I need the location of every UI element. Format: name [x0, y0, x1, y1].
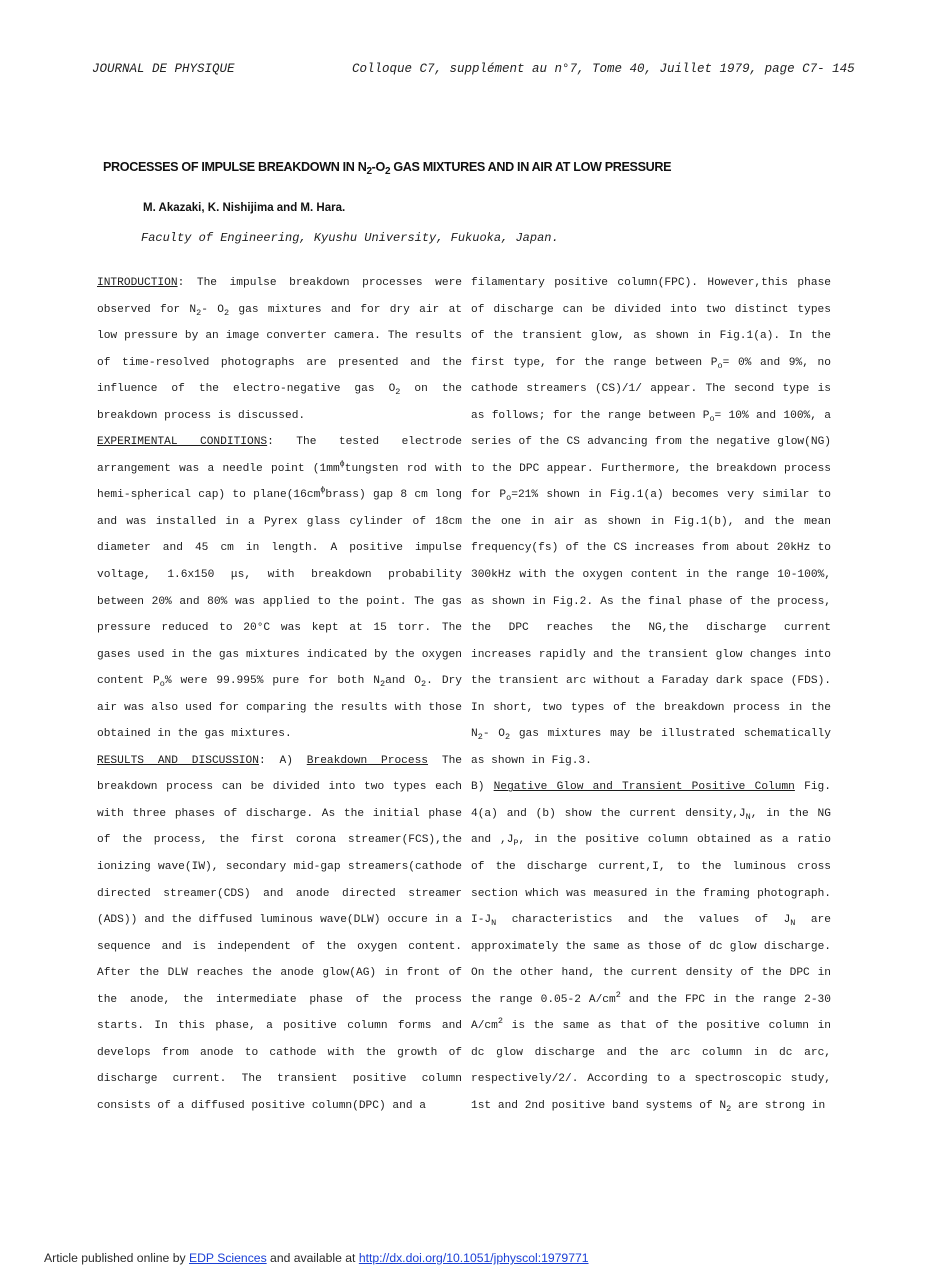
colloque-reference: Colloque C7, supplément au n°7, Tome 40, Juillet 1979, page C7- 145	[352, 62, 855, 76]
publisher-link[interactable]: EDP Sciences	[188, 1251, 267, 1265]
section-heading-results: RESULTS AND DISCUSSION	[97, 754, 259, 767]
journal-name: JOURNAL DE PHYSIQUE	[92, 62, 235, 76]
right-column	[471, 270, 831, 1120]
doi-link[interactable]: http://dx.doi.org/10.1051/jphyscol:1979771	[358, 1251, 589, 1265]
section-heading-experimental: EXPERIMENTAL CONDITIONS	[97, 436, 268, 449]
introduction-paragraph: INTRODUCTION: The impulse breakdown processes were observed for $N_2-$ $O_2$ gas mixtures and for dry air at low pressure by an image converter camera. The results of time-resolved photographs are presented and the influence of the electro-negative gas $O_2$ on the breakdown process is discussed.	[97, 277, 462, 422]
section-heading-introduction: INTRODUCTION	[97, 277, 178, 289]
experimental-paragraph: EXPERIMENTAL CONDITIONS: The tested electrode arrangement was a needle point ($1mm^\phi tungsten$ rod with hemi-spherical cap) to $plane(16cm^\phi brass)$ gap 8 cm long and was installed in a Pyrex glass cylinder of 18cm diameter and 45 cm in length. A positive impulse voltage, 1.6x150 μs, with breakdown probability between 20% and 80% was applied to the point. The gas pressure reduced to 20°C was kept at 15 torr. The gases used in the gas mixtures indicated by the oxygen content $P_o\%$ were 99.995% pure for both $N_2and$ $O_2$. Dry air was also used for comparing the results with those obtained in the gas mixtures.	[97, 436, 462, 741]
results-paragraph: RESULTS AND DISCUSSION: A) Breakdown Process The breakdown process can be divided into two types each with three phases of discharge. As the initial phase of the process, the first corona streamer(FCS),the ionizing wave(IW), secondary mid-gap streamers(cathode directed streamer(CDS) and anode directed streamer (ADS)) and the diffused luminous wave(DLW) occure in a sequence and is independent of the oxygen content. After the DLW reaches the anode glow(AG) in front of the anode, the intermediate phase of the process starts. In this phase, a positive column forms and develops from anode to cathode with the growth of discharge current. The transient positive column consists of a diffused positive column(DPC) and a	[97, 754, 463, 1112]
continuation-paragraph: filamentary positive column(FPC). However,this phase of discharge can be divided into two distinct types of the transient glow, as shown in Fig.1(a). In the first type, for the range between $P_o= 0\%$ and 9%, no cathode streamers (CS)/1/ appear. The second type is as follows; for the range between $P_o= 10\%$ and 100%, a series of the CS advancing from the negative glow(NG) to the DPC appear. Furthermore, the breakdown process for $P_o=21\%$ shown in Fig.1(a) becomes very similar to the one in air as shown in Fig.1(b), and the mean frequency(fs) of the CS increases from about 20kHz to 300kHz with the oxygen content in the range 10-100%, as shown in Fig.2. As the final phase of the process, the DPC reaches the NG,the discharge current increases rapidly and the transient glow changes into the transient arc without a Faraday dark space (FDS). In short, two types of the breakdown process in the $N_2-$ $O_2$ gas mixtures may be illustrated schematically as shown in Fig.3.	[471, 277, 831, 767]
negative-glow-paragraph: B) Negative Glow and Transient Positive Column Fig. 4(a) and (b) show the current $density,J_N$, in the NG and $,J_P$, in the positive column obtained as a ratio of the discharge current,I, to the luminous cross section which was measured in the framing photograph. $I-J_N$ characteristics and the values of $J_N$ are approximately the same as those of dc glow discharge. On the other hand, the current density of the DPC in the range 0.05-2 $A/cm^2$ and the FPC in the range 2-30 $A/cm^2$ is the same as that of the positive column in dc glow discharge and the arc column in dc arc, respectively/2/. According to a spectroscopic study, 1st and 2nd positive band systems of $N_2$ are strong in	[471, 781, 831, 1114]
left-column	[97, 270, 462, 1120]
affiliation: Faculty of Engineering, Kyushu University, Fukuoka, Japan.	[141, 231, 559, 245]
section-heading-negative-glow: Negative Glow and Transient Positive Column	[493, 781, 795, 794]
publication-footer: Article published online by EDP Sciences and available at http://dx.doi.org/10.1051/jphyscol:1979771	[44, 1251, 589, 1265]
paper-title: PROCESSES OF IMPULSE BREAKDOWN IN $N_2-O_2$ GAS MIXTURES AND IN AIR AT LOW PRESSURE	[103, 160, 672, 177]
authors: M. Akazaki, K. Nishijima and M. Hara.	[143, 202, 346, 214]
